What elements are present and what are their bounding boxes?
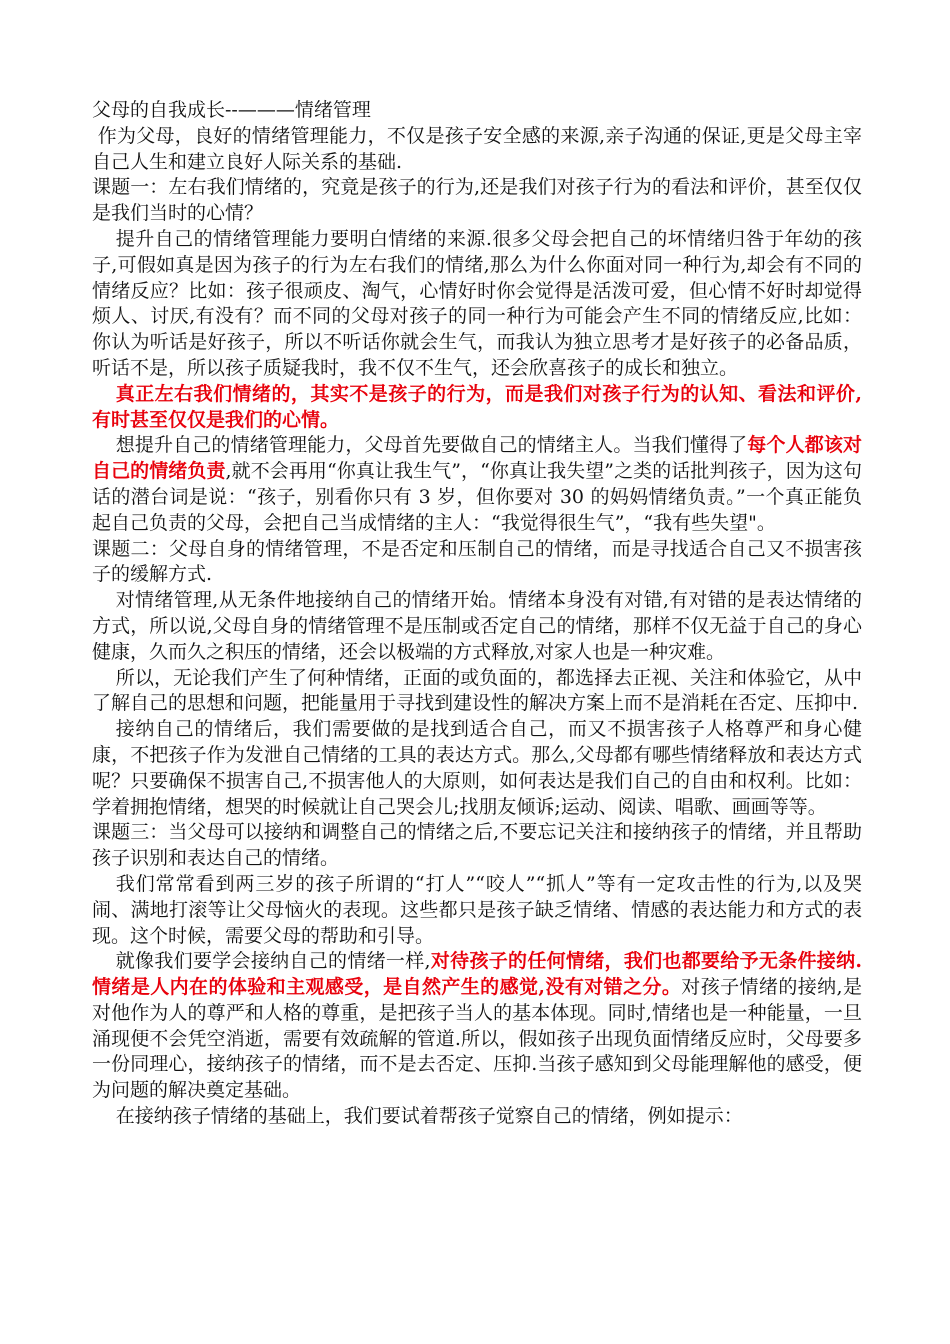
paragraph-face-emotion: 所以，无论我们产生了何种情绪，正面的或负面的，都选择去正视、关注和体验它，从中了解自己的思想和问题，把能量用于寻找到建设性的解决方案上而不是消耗在否定、压抑中. [92, 666, 862, 715]
document-page [92, 98, 862, 1130]
paragraph-text: 就像我们要学会接纳自己的情绪一样, [115, 950, 431, 973]
paragraph-express-emotion: 接纳自己的情绪后，我们需要做的是找到适合自己，而又不损害孩子人格尊严和身心健康，不把孩子作为发泄自己情绪的工具的表达方式。那么,父母都有哪些情绪释放和表达方式呢？只要确保不损害自己,不损害他人的大原则，如何表达是我们自己的自由和权利。比如：学着拥抱情绪，想哭的时候就让自己哭会儿;找朋友倾诉;运动、阅读、唱歌、画画等等。 [92, 718, 862, 818]
paragraph-text: 对孩子情绪的接纳,是对他作为人的尊严和人格的尊重，是把孩子当人的基本体现。同时,情绪也是一种能量，一旦涌现便不会凭空消逝，需要有效疏解的管道.所以，假如孩子出现负面情绪反应时，父母要多一份同理心，接纳孩子的情绪，而不是去否定、压抑.当孩子感知到父母能理解他的感受，便为问题的解决奠定基础。 [92, 976, 862, 1102]
paragraph-emotion-owner [92, 433, 862, 536]
paragraph-accept-emotion: 对情绪管理,从无条件地接纳自己的情绪开始。情绪本身没有对错,有对错的是表达情绪的方式，所以说,父母自身的情绪管理不是压制或否定自己的情绪，那样不仅无益于自己的身心健康，久而久之积压的情绪，还会以极端的方式释放,对家人也是一种灾难。 [92, 589, 862, 663]
document-title: 父母的自我成长--———情绪管理 [92, 99, 371, 121]
paragraph-aware-emotion: 在接纳孩子情绪的基础上，我们要试着帮孩子觉察自己的情绪，例如提示： [115, 1105, 743, 1128]
paragraph-emotion-source: 提升自己的情绪管理能力要明白情绪的来源.很多父母会把自己的坏情绪归咎于年幼的孩子,可假如真是因为孩子的行为左右我们的情绪,那么为什么你面对同一种行为,却会有不同的情绪反应？比如：孩子很顽皮、淘气，心情好时你会觉得是活泼可爱，但心情不好时却觉得烦人、讨厌,有没有？而不同的父母对孩子的同一种行为可能会产生不同的情绪反应,比如：你认为听话是好孩子，所以不听话你就会生气，而我认为独立思考才是好孩子的必备品质，听话不是，所以孩子质疑我时，我不仅不生气，还会欣喜孩子的成长和独立。 [92, 227, 862, 379]
topic-two-heading: 课题二：父母自身的情绪管理，不是否定和压制自己的情绪，而是寻找适合自己又不损害孩子的缓解方式. [92, 537, 862, 586]
topic-one-heading: 课题一：左右我们情绪的，究竟是孩子的行为,还是我们对孩子行为的看法和评价，甚至仅仅是我们当时的心情？ [92, 176, 862, 225]
topic-three-heading: 课题三：当父母可以接纳和调整自己的情绪之后,不要忘记关注和接纳孩子的情绪，并且帮助孩子识别和表达自己的情绪。 [92, 821, 862, 870]
paragraph-text: ,就不会再用“你真让我生气”，“你真让我失望”之类的话批判孩子，因为这句话的潜台词是说：“孩子，别看你只有 3 岁，但你要对 30 的妈妈情绪负责。”一个真正能负起自己负责的父母，会把自己当成情绪的主人：“我觉得很生气”，“我有些失望"。 [92, 460, 862, 534]
highlight-text: 对待孩子的任何情绪，我们也都要给予无条件接纳.情绪是人内在的体验和主观感受，是自然产生的感觉,没有对错之分。 [92, 950, 862, 999]
paragraph-text: 想提升自己的情绪管理能力，父母首先要做自己的情绪主人。当我们懂得了 [115, 434, 748, 457]
highlight-text: 每个人都该对自己的情绪负责 [92, 434, 862, 483]
intro-paragraph: 作为父母，良好的情绪管理能力，不仅是孩子安全感的来源,亲子沟通的保证,更是父母主宰自己人生和建立良好人际关系的基础. [92, 124, 862, 173]
paragraph-child-behavior: 我们常常看到两三岁的孩子所谓的“打人”“咬人”“抓人”等有一定攻击性的行为,以及哭闹、满地打滚等让父母恼火的表现。这些都只是孩子缺乏情绪、情感的表达能力和方式的表现。这个时候，需要父母的帮助和引导。 [92, 872, 862, 947]
highlight-paragraph: 真正左右我们情绪的，其实不是孩子的行为，而是我们对孩子行为的认知、看法和评价,有时甚至仅仅是我们的心情。 [92, 382, 862, 431]
paragraph-accept-child [92, 949, 862, 1104]
